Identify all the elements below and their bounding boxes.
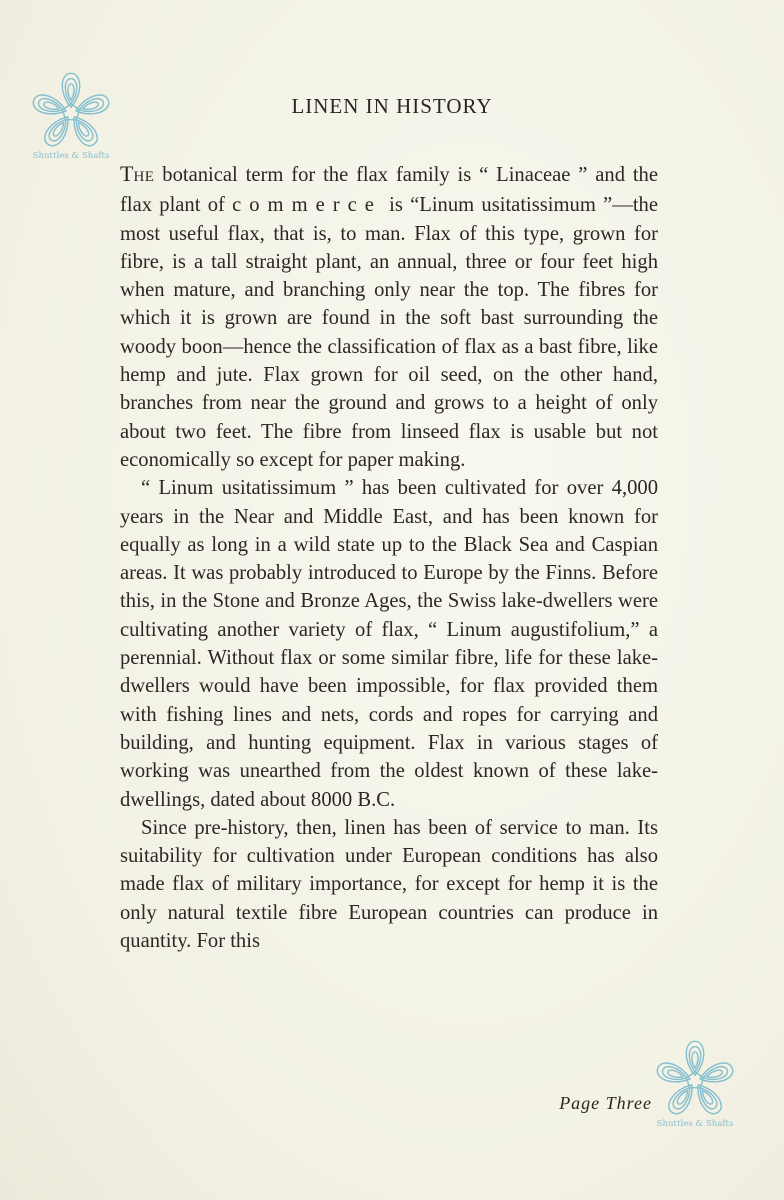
watermark-text: Shuttles & Shafts [32, 151, 110, 161]
paragraph-1-text-b: is “Linum usitatissimum ”—the most useful flax, that is, to man. Flax of this type, grown for fibre, is a tall straight plant, an annual, three or four feet high when mature, and branching only near the top. The fibres for which it is grown are found in the soft bast surrounding the woody boon—hence the classification of flax as a bast fibre, like hemp and jute. Flax grown for oil seed, on the other hand, branches from near the ground and grows to a height of only about two feet. The fibre from linseed flax is usable but not economically so except for paper making. [120, 194, 658, 471]
page-number: Page Three [559, 1093, 652, 1113]
celtic-knot-logo-icon [650, 1036, 740, 1118]
paragraph-2: “ Linum usitatissimum ” has been cultivated for over 4,000 years in the Near and Middle East, and has been known for equally as long in a wild state up to the Black Sea and Caspian areas. It was probably introduced to Europe by the Finns. Before this, in the Stone and Bronze Ages, the Swiss lake-dwellers were cultivating another variety of flax, “ Linum augustifolium,” a perennial. Without flax or some similar fibre, life for these lake-dwellers would have been impossible, for flax provided them with fishing lines and nets, cords and ropes for carrying and building, and hunting equipment. Flax in various stages of working was unearthed from the oldest known of these lake-dwellings, dated about 8000 B.C. [120, 477, 658, 811]
dropcap: T [120, 161, 134, 186]
page-title: LINEN IN HISTORY [291, 94, 493, 118]
watermark-logo-bottom [650, 1036, 740, 1129]
watermark-text: Shuttles & Shafts [656, 1119, 734, 1129]
spaced-word: commerce [232, 194, 382, 217]
paragraph-1 [120, 160, 658, 474]
article-body [120, 160, 658, 955]
paragraph-1-text-a: botanical term for the flax family is “ Linaceae ” and the flax plant of [120, 164, 658, 217]
smallcaps-lead: HE [133, 169, 155, 185]
paragraph-3: Since pre-history, then, linen has been of service to man. Its suitability for cultivation under European conditions has also made flax of military importance, for except for hemp it is the only natural textile fibre European countries can produce in quantity. For this [120, 816, 658, 953]
